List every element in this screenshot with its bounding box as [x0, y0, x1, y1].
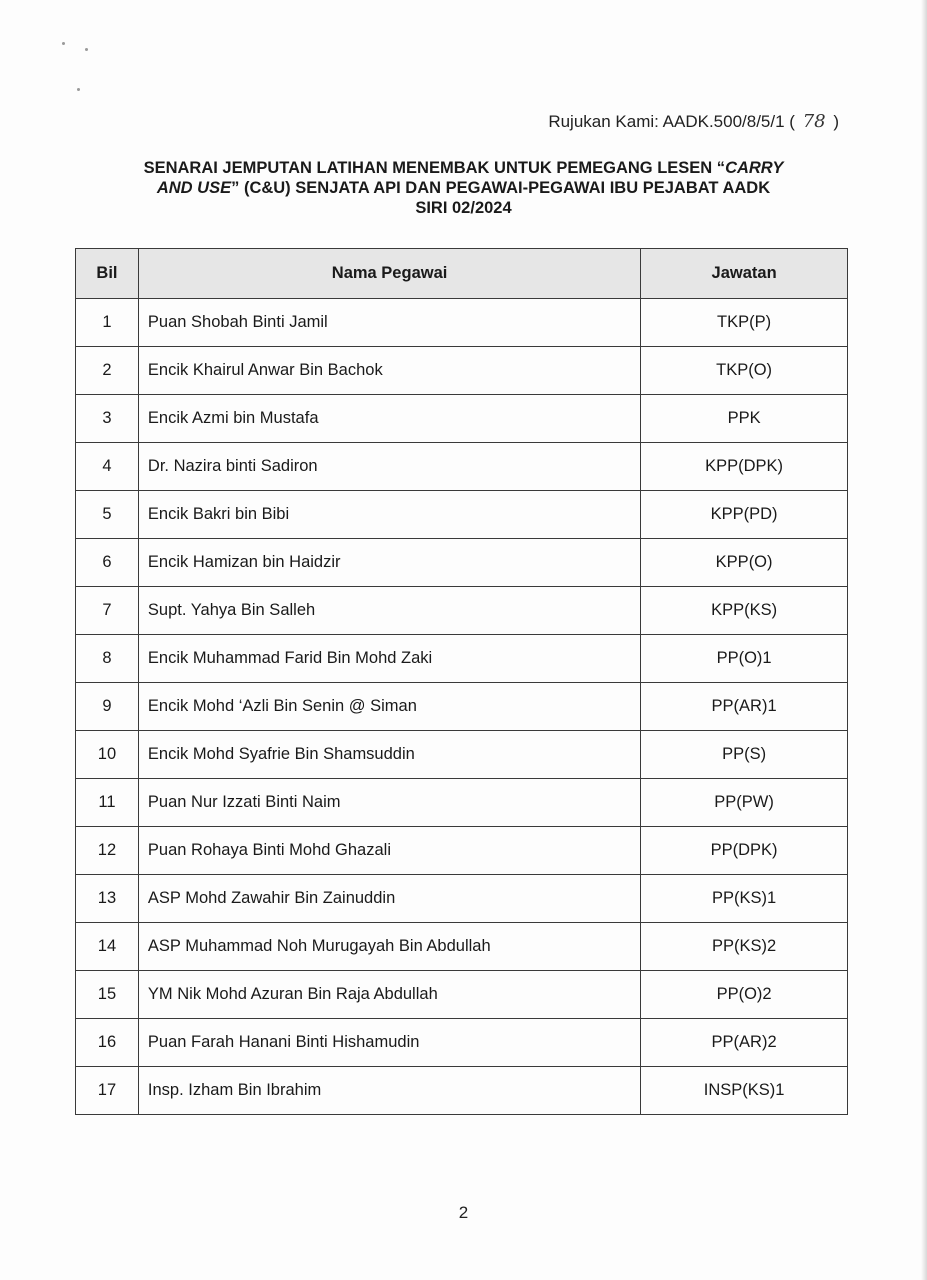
cell-bil: 2	[76, 347, 139, 395]
table-row	[76, 395, 848, 443]
cell-name: Puan Rohaya Binti Mohd Ghazali	[138, 827, 640, 875]
table-row	[76, 299, 848, 347]
cell-post: KPP(DPK)	[641, 443, 848, 491]
reference-label: Rujukan Kami: AADK.500/8/5/1 (	[548, 112, 795, 131]
header-name: Nama Pegawai	[138, 249, 640, 299]
cell-name: Encik Bakri bin Bibi	[138, 491, 640, 539]
table-row	[76, 683, 848, 731]
cell-bil: 16	[76, 1019, 139, 1067]
cell-post: TKP(O)	[641, 347, 848, 395]
document-title	[100, 158, 827, 218]
reference-line	[548, 111, 839, 132]
cell-name: Dr. Nazira binti Sadiron	[138, 443, 640, 491]
cell-post: PP(S)	[641, 731, 848, 779]
cell-bil: 11	[76, 779, 139, 827]
table-row	[76, 491, 848, 539]
cell-post: PP(KS)1	[641, 875, 848, 923]
cell-name: Puan Farah Hanani Binti Hishamudin	[138, 1019, 640, 1067]
cell-post: KPP(KS)	[641, 587, 848, 635]
cell-bil: 10	[76, 731, 139, 779]
header-post: Jawatan	[641, 249, 848, 299]
table-row	[76, 539, 848, 587]
page-number: 2	[458, 1203, 469, 1222]
cell-bil: 13	[76, 875, 139, 923]
table-row	[76, 971, 848, 1019]
page-edge-shadow	[921, 0, 927, 1280]
cell-name: Encik Mohd ‘Azli Bin Senin @ Siman	[138, 683, 640, 731]
cell-bil: 4	[76, 443, 139, 491]
cell-post: KPP(PD)	[641, 491, 848, 539]
cell-name: Encik Hamizan bin Haidzir	[138, 539, 640, 587]
cell-bil: 12	[76, 827, 139, 875]
cell-post: PP(AR)1	[641, 683, 848, 731]
table-row	[76, 779, 848, 827]
table-row	[76, 923, 848, 971]
cell-post: PP(O)1	[641, 635, 848, 683]
cell-bil: 17	[76, 1067, 139, 1115]
title-part1: SENARAI JEMPUTAN LATIHAN MENEMBAK UNTUK PEMEGANG LESEN “	[143, 159, 726, 177]
cell-bil: 15	[76, 971, 139, 1019]
cell-name: Puan Shobah Binti Jamil	[138, 299, 640, 347]
table-row	[76, 635, 848, 683]
cell-post: PP(O)2	[641, 971, 848, 1019]
cell-bil: 9	[76, 683, 139, 731]
title-italic-carry: CARRY	[725, 159, 784, 177]
cell-name: Encik Khairul Anwar Bin Bachok	[138, 347, 640, 395]
invitation-table	[75, 248, 848, 1115]
cell-name: Supt. Yahya Bin Salleh	[138, 587, 640, 635]
cell-post: PPK	[641, 395, 848, 443]
header-bil: Bil	[76, 249, 139, 299]
cell-bil: 6	[76, 539, 139, 587]
cell-name: Encik Azmi bin Mustafa	[138, 395, 640, 443]
table-header-row	[76, 249, 848, 299]
cell-bil: 7	[76, 587, 139, 635]
cell-post: TKP(P)	[641, 299, 848, 347]
title-italic-and-use: AND USE	[156, 179, 232, 197]
table-row	[76, 347, 848, 395]
cell-post: PP(KS)2	[641, 923, 848, 971]
table-row	[76, 587, 848, 635]
cell-name: Insp. Izham Bin Ibrahim	[138, 1067, 640, 1115]
cell-bil: 8	[76, 635, 139, 683]
scan-speck	[85, 48, 88, 51]
cell-post: KPP(O)	[641, 539, 848, 587]
table-row	[76, 443, 848, 491]
scan-speck	[62, 42, 65, 45]
table-row	[76, 731, 848, 779]
table-row	[76, 1019, 848, 1067]
cell-post: PP(AR)2	[641, 1019, 848, 1067]
cell-bil: 3	[76, 395, 139, 443]
title-part2: ” (C&U) SENJATA API DAN PEGAWAI-PEGAWAI IBU PEJABAT AADK	[231, 179, 771, 197]
cell-bil: 14	[76, 923, 139, 971]
table-row	[76, 875, 848, 923]
reference-close: )	[833, 112, 839, 131]
cell-post: INSP(KS)1	[641, 1067, 848, 1115]
reference-handwritten-number: 78	[802, 111, 826, 132]
cell-post: PP(DPK)	[641, 827, 848, 875]
cell-name: Puan Nur Izzati Binti Naim	[138, 779, 640, 827]
cell-post: PP(PW)	[641, 779, 848, 827]
title-series: SIRI 02/2024	[415, 199, 512, 217]
cell-name: YM Nik Mohd Azuran Bin Raja Abdullah	[138, 971, 640, 1019]
cell-bil: 5	[76, 491, 139, 539]
table-row	[76, 827, 848, 875]
scan-speck	[77, 88, 80, 91]
cell-name: ASP Muhammad Noh Murugayah Bin Abdullah	[138, 923, 640, 971]
cell-name: ASP Mohd Zawahir Bin Zainuddin	[138, 875, 640, 923]
cell-bil: 1	[76, 299, 139, 347]
cell-name: Encik Mohd Syafrie Bin Shamsuddin	[138, 731, 640, 779]
cell-name: Encik Muhammad Farid Bin Mohd Zaki	[138, 635, 640, 683]
table-row	[76, 1067, 848, 1115]
